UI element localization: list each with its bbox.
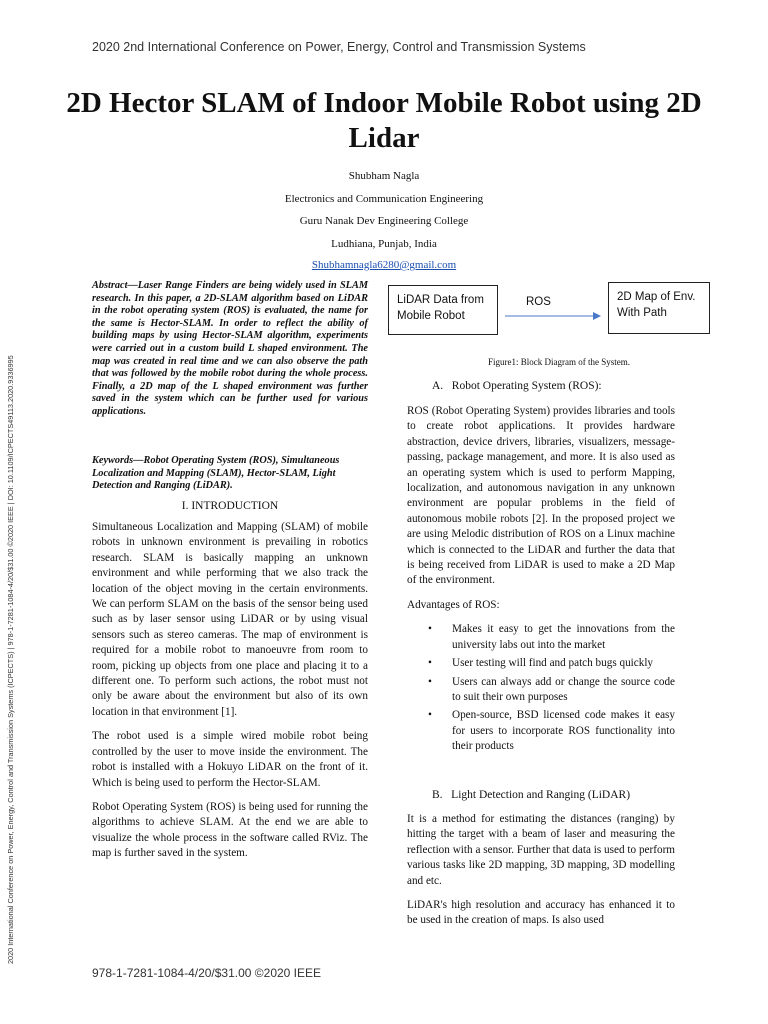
keywords: Keywords—Robot Operating System (ROS), Simultaneous Localization and Mapping (SLAM), Hector-SLAM, Light Detection and Ranging (LiDAR).: [92, 455, 340, 492]
bullet-icon: •: [428, 675, 432, 688]
ros-advantages-heading: Advantages of ROS:: [407, 598, 500, 611]
intro-paragraph: The robot used is a simple wired mobile robot being controlled by the user to move inside the environment. The robot is installed with a Hokuyo LiDAR on the front of it. Which is being used to perform the Hector-SLAM.: [92, 730, 368, 789]
diagram-arrow: [505, 310, 601, 322]
lidar-paragraph: It is a method for estimating the distances (ranging) by hitting the target with a beam of laser and measuring the reflection with a sensor. Further that data is used to perform various tasks like 2D mapping, 3D mapping, 3D modelling and etc.: [407, 813, 675, 887]
author-college: Guru Nanak Dev Engineering College: [299, 215, 469, 227]
footer-copyright: 978-1-7281-1084-4/20/$31.00 ©2020 IEEE: [92, 966, 322, 980]
intro-paragraph: Simultaneous Localization and Mapping (SLAM) of mobile robots in unknown environment is prevailing in robotics research. SLAM is basically mapping an unknown environment and while performing that we also track the location of the object moving in the certain environments. We can perform SLAM on the basis of the sensor being used such as by laser sensor using LiDAR or by using visual sensors such as stereo cameras. The map of environment is required for a mobile robot to manoeuvre from room to room, picking up objects from one place and placing it to a different one. To perform such actions, the robot must not only be aware about the environment but also of its own location in that environment [1].: [92, 521, 368, 718]
bullet-icon: •: [428, 709, 432, 722]
list-item: • Makes it easy to get the innovations from the university labs out into the market: [428, 623, 675, 651]
bullet-icon: •: [428, 623, 432, 636]
author-email-link[interactable]: Shubhamnagla6280@gmail.com: [311, 259, 457, 271]
author-dept: Electronics and Communication Engineering: [284, 193, 484, 205]
ros-paragraph: ROS (Robot Operating System) provides libraries and tools to create robot applications. It provides hardware abstraction, device drivers, libraries, visualizers, message-passing, package management, and more. It is also used as an operating system which is used to perform Mapping, localization, and autonomous navigation in any unknown environment are popular problems in the field of autonomous mobile robots [2]. In the proposed project we are using Melodic distribution of ROS on a Linux machine which is connected to the LiDAR and further the data that is being received from LiDAR is used to make a 2D Map of the environment.: [407, 405, 675, 587]
intro-paragraph: Robot Operating System (ROS) is being used for running the algorithms to achieve SLAM. At the end we are able to visualize the whole process in the software called RViz. The map is further saved in the system.: [92, 800, 368, 860]
abstract: Abstract—Laser Range Finders are being widely used in SLAM research. In this paper, a 2D-SLAM algorithm based on LiDAR in the robot operating system (ROS) is evaluated, the name for the same is Hector-SLAM. In order to reflect the ability of building maps by using Hector-SLAM algorithm, experiments were carried out in a custom build L shaped environment. The map was created in real time and we can also observe the path that was followed by the mobile robot during the whole process. Finally, a 2D map of the L shaped environment was further saved in the system which can be further used for various applications.: [92, 280, 368, 417]
intro-body: [92, 520, 368, 871]
ros-advantages-list: [407, 622, 675, 754]
lidar-paragraph: LiDAR's high resolution and accuracy has enhanced it to be used in the creation of maps. Is also used: [407, 899, 675, 927]
conference-header: 2020 2nd International Conference on Power, Energy, Control and Transmission Systems: [92, 40, 586, 54]
intro-heading: I. INTRODUCTION: [181, 500, 279, 512]
author-name: Shubham Nagla: [348, 170, 420, 182]
lidar-heading: B. Light Detection and Ranging (LiDAR): [432, 789, 631, 801]
list-item: • Open-source, BSD licensed code makes it easy for users to incorporate ROS functionality into their products: [428, 709, 675, 753]
lidar-body: [407, 812, 675, 938]
paper-title: 2D Hector SLAM of Indoor Mobile Robot using 2D Lidar: [66, 87, 702, 154]
author-location: Ludhiana, Punjab, India: [331, 238, 437, 250]
list-item: • User testing will find and patch bugs quickly: [407, 656, 675, 671]
diagram-arrow-label: ROS: [526, 296, 551, 308]
figure-caption: Figure1: Block Diagram of the System.: [488, 357, 630, 367]
diagram-box-map: 2D Map of Env. With Path: [608, 282, 710, 334]
side-citation-text: 2020 International Conference on Power, Energy, Control and Transmission Systems (ICPECTS) | 978-1-7281-1084-4/20/$31.00 ©2020 IEEE | DOI: 10.1109/ICPECTS49113.2020.9336995: [6, 355, 15, 964]
diagram-box-lidar: LiDAR Data from Mobile Robot: [388, 285, 498, 335]
ros-heading: A. Robot Operating System (ROS):: [432, 380, 602, 392]
bullet-icon: •: [428, 657, 432, 670]
list-item: • Users can always add or change the source code to suit their own purposes: [428, 675, 675, 703]
author-email-row: [0, 259, 768, 271]
ros-body: [407, 404, 675, 758]
